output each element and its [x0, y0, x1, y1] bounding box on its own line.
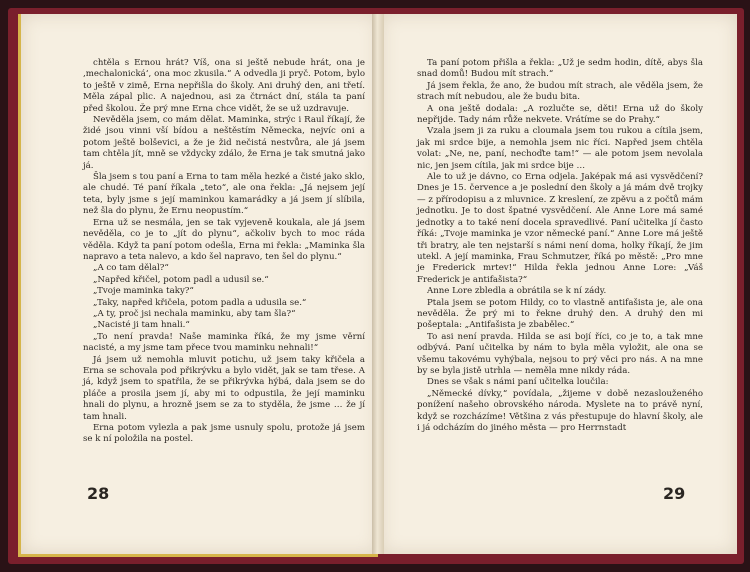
left-page: [18, 14, 378, 557]
paragraph: Já jsem řekla, že ano, že budou mít strach, ale věděla jsem, že strach mít nebudou, ale že budu bita.: [417, 80, 703, 103]
paragraph: Nevěděla jsem, co mám dělat. Maminka, strýc i Raul říkají, že židé jsou vinni vší bídou a neštěstím Německa, nejvíc oni a potom ještě bolševici, a že je žid nečistá nestvůra, ale já jsem tam chtěla jít, mně se vždycky zdálo, že Erna je tak smutná jako já.: [83, 115, 365, 171]
paragraph: Já jsem už nemohla mluvit potichu, už jsem taky křičela a Erna se schovala pod přikrývku a bylo vidět, jak se tam třese. A já, když jsem to spatřila, že se přikrývka hýbá, dala jsem se do pláče a prosila jsem jí, aby mi to odpustila, že její maminku hnali do plynu, a hrozně jsem se za to styděla, že jsme … že jí tam hnali.: [83, 354, 365, 422]
dialogue-line: „A ty, proč jsi nechala maminku, aby tam šla?“: [93, 308, 296, 319]
right-page: [381, 14, 737, 554]
book-gutter: [372, 14, 384, 554]
paragraph: chtěla s Ernou hrát? Víš, ona si ještě nebude hrát, ona je ‚mechalonická‘, ona moc zkusila.“ A odvedla ji pryč. Potom, bylo to ještě v zimě, Erna nepřišla do školy. Ani druhý den, ani třetí. Měla zápal plic. A najednou, asi za čtrnáct dní, stála ta paní před školou. Že prý mne Erna chce vidět, že se už uzdravuje.: [83, 58, 365, 114]
dialogue-line: „Napřed křičel, potom padl a udusil se.“: [93, 274, 269, 285]
right-page-text: [417, 58, 703, 434]
paragraph: Vzala jsem ji za ruku a cloumala jsem tou rukou a cítila jsem, jak mi srdce bije, a nemohla jsem nic říci. Napřed jsem chtěla volat: „Ne, ne, paní, nechoďte tam!“ — ale potom jsem nevolala nic, jen jsem cítila, jak mi srdce bije …: [417, 126, 703, 171]
paragraph: A ona ještě dodala: „A rozlučte se, děti! Erna už do školy nepřijde. Tady nám růže nekvete. Vrátíme se do Prahy.“: [417, 103, 703, 126]
dialogue-line: „A co tam dělal?“: [93, 263, 169, 274]
paragraph: Erna potom vylezla a pak jsme usnuly spolu, protože já jsem se k ní položila na postel.: [83, 423, 365, 445]
paragraph: „Německé dívky,“ povídala, „žijeme v době nezaslouženého ponížení našeho obrovského národa. Myslete na to právě nyní, když se rozcházíme! Většina z vás přestupuje do hlavní školy, ale i já odcházím do jiného města — pro Herrnstadt: [417, 388, 703, 433]
paragraph: Dnes se však s námi paní učitelka loučila:: [427, 377, 609, 388]
left-page-number: 28: [87, 484, 110, 503]
dialogue-line: „Nacisté ji tam hnali.“: [93, 320, 190, 331]
dialogue-line: „To není pravda! Naše maminka říká, že my jsme věrní nacisté, a my jsme tam přece tvou maminku nehnali!“: [83, 331, 365, 354]
right-page-number: 29: [663, 484, 686, 503]
dialogue-line: „Taky, napřed křičela, potom padla a udusila se.“: [93, 297, 307, 308]
paragraph: Ptala jsem se potom Hildy, co to vlastně antifašista je, ale ona nevěděla. Že prý mi to řekne druhý den. A druhý den mi pošeptala: „Antifašista je zbabělec.“: [417, 297, 703, 331]
paragraph: Anne Lore zbledla a obrátila se k ní zády.: [427, 286, 607, 297]
paragraph: Ta paní potom přišla a řekla: „Už je sedm hodin, dítě, abys šla snad domů! Budou mít strach.“: [417, 58, 703, 80]
paragraph: Šla jsem s tou paní a Erna to tam měla hezké a čisté jako sklo, ale chudé. Té paní říkala „teto“, ale ona řekla: „Já nejsem její teta, byly jsme s její maminkou kamarádky a já jsem jí slíbila, než šla do plynu, že Ernu neopustím.“: [83, 172, 365, 217]
dialogue-line: „Tvoje maminka taky?“: [93, 286, 194, 297]
left-page-text: [83, 58, 365, 446]
paragraph: To asi není pravda. Hilda se asi bojí říci, co je to, a tak mne odbývá. Paní učitelka by nám to byla měla vyložit, ale ona se všemu takovému vyhýbala, nejsou to prý věci pro nás. A na mne by se byla jistě utrhla — neměla mne nikdy ráda.: [417, 331, 703, 376]
paragraph: Ale to už je dávno, co Erna odjela. Jaképak má asi vysvědčení? Dnes je 15. července a je poslední den školy a já mám dvě trojky — z přírodopisu a z mluvnice. Z kreslení, ze zpěvu a z počtů mám jednotku. Je to dost špatné vysvědčení. Ale Anne Lore má samé jednotky a to také není docela spravedlivé. Paní učitelka jí často říká: „Tvoje maminka je vzor německé paní.“ Anne Lore má ještě tři bratry, ale ten nejstarší s námi není doma, holky říkají, že jim utekl. A její maminka, Frau Schmutzer, říká po městě: „Pro mne je Frederick mrtev!“ Hilda řekla jednou Anne Lore: „Váš Frederick je antifašista?“: [417, 172, 703, 285]
paragraph: Erna už se nesmála, jen se tak vyjeveně koukala, ale já jsem nevěděla, co je to „jít do plynu“, ačkoliv bych to moc ráda věděla. Když ta paní potom odešla, Erna mi řekla: „Maminka šla napravo a teta nalevo, a kdo šel napravo, ten šel do plynu.“: [83, 217, 365, 262]
